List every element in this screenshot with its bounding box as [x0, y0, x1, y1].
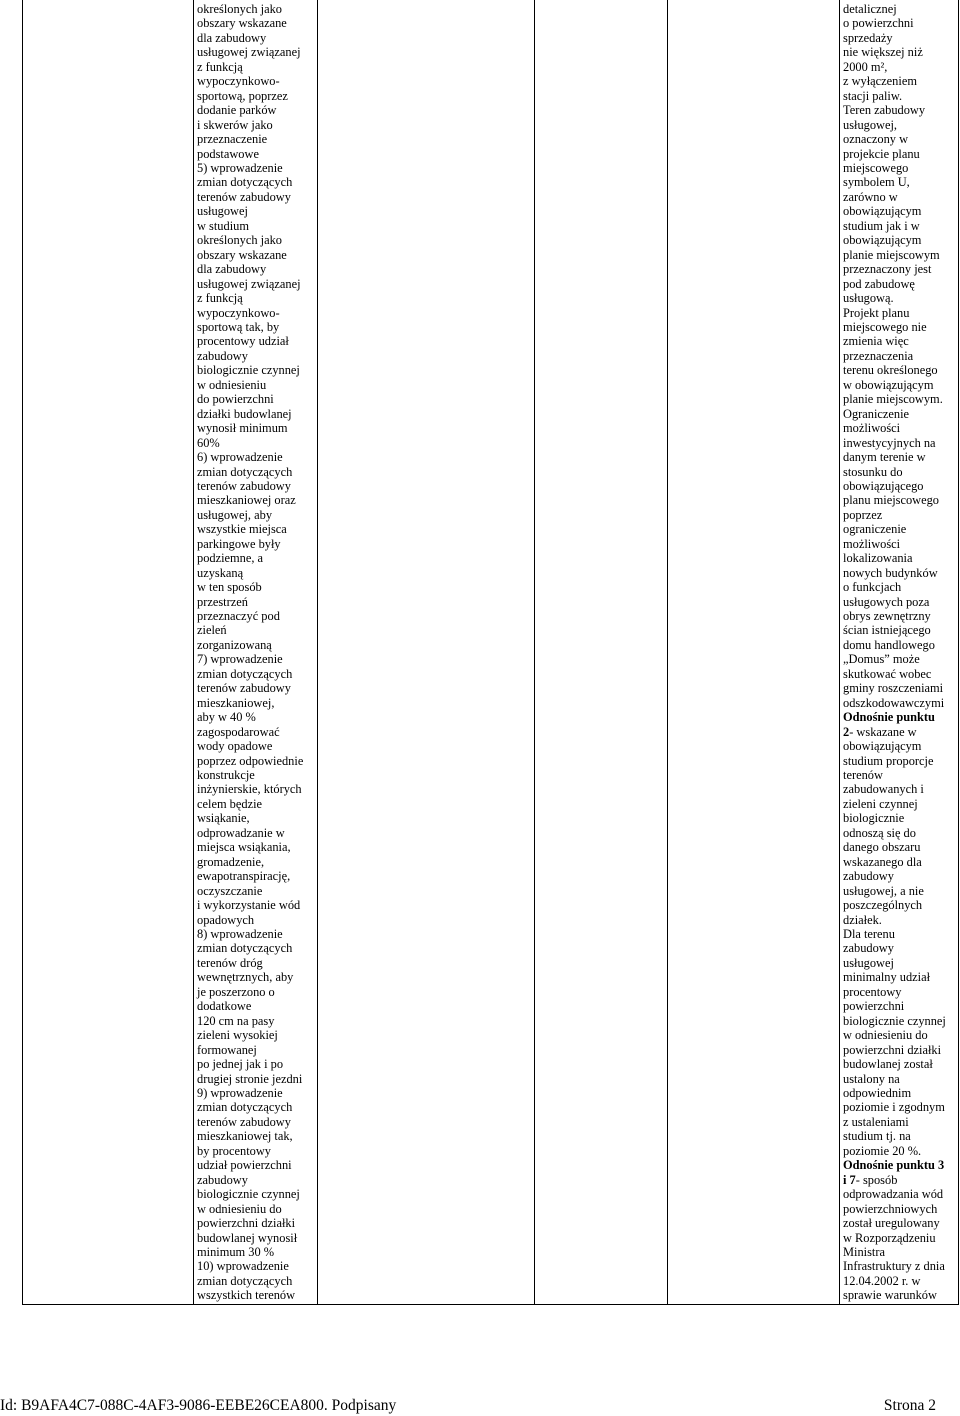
right-column-line: zieleni czynnej [843, 796, 918, 811]
left-column-line: i wykorzystanie wód [197, 898, 301, 913]
right-column-line: projekcie planu [843, 146, 920, 161]
right-column-line: stosunku do [843, 464, 903, 479]
right-column-line: w odniesieniu do [843, 1028, 928, 1043]
left-column-line: ewapotranspirację, [197, 869, 291, 884]
left-column-line: mieszkaniowej tak, [197, 1129, 293, 1144]
right-column-line: nie większej niż [843, 45, 923, 60]
left-column-line: terenów zabudowy [197, 681, 291, 696]
left-column-line: mieszkaniowej oraz [197, 493, 296, 508]
left-column-line: przestrzeń [197, 594, 248, 609]
left-column-line: udział powierzchni [197, 1158, 292, 1173]
right-column-line: z ustaleniami [843, 1114, 909, 1129]
left-column-line: wszystkich terenów [197, 1288, 296, 1303]
right-column-line: powierzchniowych [843, 1201, 938, 1216]
right-column-line: Odnośnie punktu [843, 710, 935, 725]
right-column-line: planie miejscowym. [843, 392, 943, 407]
right-column-line: usługową. [843, 291, 894, 306]
right-text-column [843, 2, 946, 1303]
right-column-line: poszczególnych [843, 898, 923, 913]
left-column-line: po jednej jak i po [197, 1057, 284, 1072]
column-divider [317, 0, 318, 1305]
plain-fragment: - wskazane w [849, 724, 917, 739]
right-column-line: ustalony na [843, 1071, 900, 1086]
right-column-line: obrys zewnętrzny [843, 609, 931, 624]
left-column-line: zabudowy [197, 348, 248, 363]
left-column-line: określonych jako [197, 2, 282, 16]
left-column-line: wody opadowe [197, 739, 273, 754]
left-column-line: 6) wprowadzenie [197, 450, 283, 465]
left-column-line: poprzez odpowiednie [197, 753, 304, 768]
left-column-line: obszary wskazane [197, 247, 287, 262]
right-column-line: detalicznej [843, 2, 897, 16]
right-column-line: z wyłączeniem [843, 74, 917, 89]
right-column-line: odprowadzania wód [843, 1187, 944, 1202]
left-column-line: miejsca wsiąkania, [197, 840, 291, 855]
right-column-line: budowlanej został [843, 1057, 933, 1072]
bold-fragment: 2 [843, 724, 850, 739]
left-column-line: usługowej związanej [197, 45, 301, 60]
left-column-line: 8) wprowadzenie [197, 927, 283, 941]
right-column-line: przeznaczony jest [843, 262, 932, 277]
left-column-line: wszystkie miejsca [197, 522, 287, 537]
left-column-line: sportową tak, by [197, 319, 280, 334]
column-divider [839, 0, 840, 1305]
right-column-line: „Domus” może [843, 652, 920, 667]
left-column-line: formowanej [197, 1042, 257, 1057]
left-column-line: zagospodarować [197, 724, 280, 739]
right-column-line: gminy roszczeniami [843, 681, 944, 696]
left-column-line: terenów zabudowy [197, 478, 291, 493]
document-table [22, 0, 959, 1305]
left-column-line: 120 cm na pasy [197, 1013, 275, 1028]
right-column-line: obowiązującym [843, 204, 922, 219]
left-text-column [197, 2, 303, 1303]
left-column-line: zorganizowaną [197, 637, 272, 652]
left-column-line: określonych jako [197, 233, 282, 248]
right-column-line: danego obszaru [843, 840, 921, 855]
left-column-line: sportową, poprzez [197, 88, 288, 103]
right-column-line: powierzchni [843, 999, 905, 1014]
left-column-line: terenów zabudowy [197, 1114, 291, 1129]
right-column-line: usługowej [843, 955, 894, 970]
right-column-line: nowych budynków [843, 565, 938, 580]
right-column-line: 2000 m², [843, 59, 888, 74]
left-column-line: w ten sposób [197, 580, 262, 595]
right-column-line: powierzchni działki [843, 1042, 942, 1057]
left-column-line: wsiąkanie, [197, 811, 250, 826]
plain-fragment: - sposób [855, 1172, 898, 1187]
right-column-line: Dla terenu [843, 927, 895, 941]
right-column-line: planu miejscowego [843, 493, 940, 508]
right-column-line: domu handlowego [843, 637, 935, 652]
left-column-line: z funkcją [197, 59, 243, 74]
left-column-line: biologicznie czynnej [197, 1187, 300, 1202]
left-column-line: zmian dotyczących [197, 666, 293, 681]
right-column-line: usługowych poza [843, 594, 930, 609]
right-column-line: studium tj. na [843, 1129, 911, 1144]
right-column-line: możliwości [843, 421, 901, 436]
right-column-line: zarówno w [843, 189, 898, 204]
left-column-line: aby w 40 % [197, 710, 256, 725]
left-column-line: zabudowy [197, 1172, 248, 1187]
right-column-line: symbolem U, [843, 175, 910, 190]
right-column-line: skutkować wobec [843, 666, 932, 681]
right-column-line: odnoszą się do [843, 825, 916, 840]
right-column-line: danym terenie w [843, 450, 926, 465]
left-column-line: i skwerów jako [197, 117, 273, 132]
right-column-line: zmienia więc [843, 334, 909, 349]
left-column-line: z funkcją [197, 291, 243, 306]
left-column-line: parkingowe były [197, 536, 281, 551]
left-column-line: by procentowy [197, 1143, 271, 1158]
left-column-line: terenów dróg [197, 955, 263, 970]
left-column-line: dla zabudowy [197, 262, 267, 277]
left-column-line: odprowadzanie w [197, 825, 285, 840]
left-column-line: w odniesieniu [197, 377, 267, 392]
left-column-line: przeznaczyć pod [197, 609, 280, 624]
left-column-line: biologicznie czynnej [197, 363, 300, 378]
right-column-line: sprawie warunków [843, 1288, 937, 1303]
right-column-line [843, 1173, 946, 1187]
left-column-line: konstrukcje [197, 768, 255, 783]
left-column-line: procentowy udział [197, 334, 289, 349]
right-column-line: działek. [843, 912, 882, 927]
column-divider [667, 0, 668, 1305]
right-column-line: ścian istniejącego [843, 623, 931, 638]
right-column-line: studium proporcje [843, 753, 934, 768]
right-column-line: odszkodowawczymi [843, 695, 945, 710]
right-column-line: obowiązującym [843, 739, 922, 754]
left-column-line: je poszerzono o [197, 984, 275, 999]
right-column-line: studium jak i w [843, 218, 920, 233]
left-column-line: do powierzchni [197, 392, 274, 407]
right-column-line: poziomie i zgodnym [843, 1100, 945, 1115]
left-column-line: zmian dotyczących [197, 1273, 293, 1288]
right-column-line: zabudowanych i [843, 782, 924, 797]
left-column-line: zieleń [197, 623, 227, 638]
right-column-line: o powierzchni [843, 16, 914, 31]
right-column-line: został uregulowany [843, 1216, 940, 1231]
right-column-line: biologicznie [843, 811, 905, 826]
table-border-left [22, 0, 23, 1305]
left-column-line: inżynierskie, których [197, 782, 302, 797]
left-column-line: podziemne, a [197, 551, 264, 566]
right-column-line: usługowej, a nie [843, 883, 924, 898]
right-column-line: przeznaczenia [843, 348, 914, 363]
right-column-line: Ministra [843, 1244, 885, 1259]
left-column-line: działki budowlanej [197, 406, 292, 421]
right-column-line: oznaczony w [843, 132, 909, 147]
left-column-line: przeznaczenie [197, 132, 268, 147]
left-column-line: dodatkowe [197, 999, 252, 1014]
left-column-line: usługowej [197, 204, 248, 219]
left-column-line: zmian dotyczących [197, 175, 293, 190]
right-column-line: poprzez [843, 507, 883, 522]
right-column-line: sprzedaży [843, 30, 893, 45]
left-column-line: budowlanej wynosił [197, 1230, 298, 1245]
right-column-line: poziomie 20 %. [843, 1143, 922, 1158]
left-column-line: wypoczynkowo- [197, 305, 280, 320]
right-column-line: Ograniczenie [843, 406, 910, 421]
column-divider [193, 0, 194, 1305]
right-column-line: biologicznie czynnej [843, 1013, 946, 1028]
right-column-line: pod zabudowę [843, 276, 915, 291]
left-column-line: 60% [197, 435, 220, 450]
table-border-right [958, 0, 959, 1305]
right-column-line: miejscowego [843, 160, 909, 175]
left-column-line: dodanie parków [197, 103, 277, 118]
right-column-line: usługowej, [843, 117, 898, 132]
left-column-line: 10) wprowadzenie [197, 1259, 289, 1274]
page-footer [0, 1396, 960, 1416]
left-column-line: wynosił minimum [197, 421, 288, 436]
right-column-line: terenów [843, 768, 883, 783]
right-column-line: o funkcjach [843, 580, 902, 595]
left-column-line: zmian dotyczących [197, 941, 293, 956]
right-column-line: odpowiednim [843, 1085, 912, 1100]
right-column-line: inwestycyjnych na [843, 435, 936, 450]
left-column-line: oczyszczanie [197, 883, 263, 898]
left-column-line: opadowych [197, 912, 255, 927]
right-column-line: procentowy [843, 984, 902, 999]
left-column-line: uzyskaną [197, 565, 244, 580]
left-column-line: minimum 30 % [197, 1244, 275, 1259]
right-column-line: ograniczenie [843, 522, 907, 537]
left-column-line: zmian dotyczących [197, 464, 293, 479]
left-column-line: w studium [197, 218, 249, 233]
left-column-line: usługowej, aby [197, 507, 273, 522]
left-column-line: terenów zabudowy [197, 189, 291, 204]
left-column-line: 9) wprowadzenie [197, 1085, 283, 1100]
right-column-line: obowiązującym [843, 233, 922, 248]
column-divider [534, 0, 535, 1305]
right-column-line: miejscowego nie [843, 319, 927, 334]
left-column-line: obszary wskazane [197, 16, 287, 31]
right-column-line: 12.04.2002 r. w [843, 1273, 921, 1288]
left-column-line: mieszkaniowej, [197, 695, 275, 710]
page-number: Strona 2 [883, 1397, 936, 1414]
right-column-line: Odnośnie punktu 3 [843, 1158, 945, 1173]
left-column-line: 7) wprowadzenie [197, 652, 283, 667]
left-column-line: w odniesieniu do [197, 1201, 282, 1216]
right-column-line [843, 725, 946, 739]
right-column-line: lokalizowania [843, 551, 913, 566]
document-id-text: Id: B9AFA4C7-088C-4AF3-9086-EEBE26CEA800. Podpisany [0, 1397, 397, 1414]
right-column-line: zabudowy [843, 941, 894, 956]
right-column-line: obowiązującego [843, 478, 924, 493]
bold-fragment: i 7 [843, 1172, 856, 1187]
left-column-line: 5) wprowadzenie [197, 160, 283, 175]
left-column-line: celem będzie [197, 796, 263, 811]
left-column-line: dla zabudowy [197, 30, 267, 45]
left-column-line: usługowej związanej [197, 276, 301, 291]
left-column-line: zieleni wysokiej [197, 1028, 278, 1043]
left-column-line: podstawowe [197, 146, 259, 161]
left-column-line: drugiej stronie jezdni [197, 1071, 303, 1086]
right-column-line: minimalny udział [843, 970, 931, 985]
right-column-line: Infrastruktury z dnia [843, 1259, 945, 1274]
right-column-line: w Rozporządzeniu [843, 1230, 936, 1245]
left-column-line: zmian dotyczących [197, 1100, 293, 1115]
right-column-line: w obowiązującym [843, 377, 934, 392]
right-column-line: możliwości [843, 536, 901, 551]
right-column-line: Teren zabudowy [843, 103, 926, 118]
right-column-line: zabudowy [843, 869, 894, 884]
table-border-bottom [22, 1304, 959, 1305]
left-column-line: wewnętrznych, aby [197, 970, 294, 985]
right-column-line: stacji paliw. [843, 88, 903, 103]
right-column-line: planie miejscowym [843, 247, 940, 262]
right-column-line: wskazanego dla [843, 854, 922, 869]
right-column-line: terenu określonego [843, 363, 938, 378]
left-column-line: wypoczynkowo- [197, 74, 280, 89]
right-column-line: Projekt planu [843, 305, 910, 320]
left-column-line: gromadzenie, [197, 854, 265, 869]
left-column-line: powierzchni działki [197, 1216, 296, 1231]
